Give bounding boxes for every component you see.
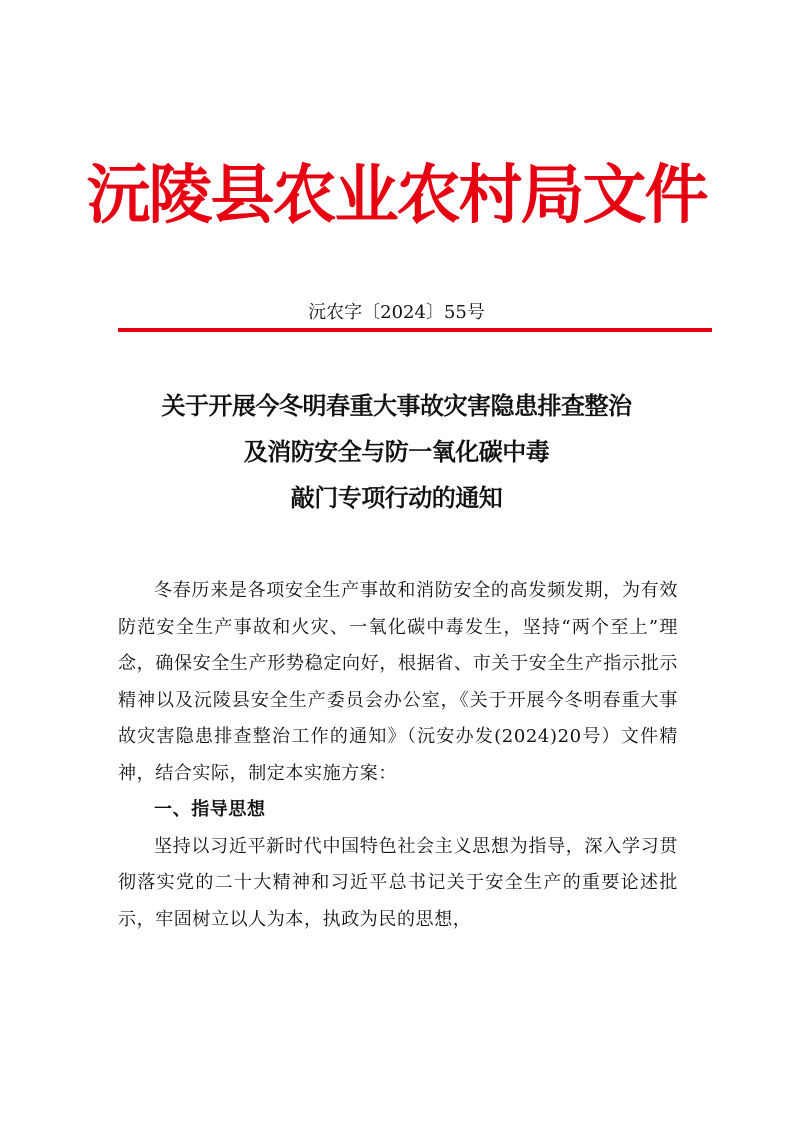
- body-paragraph: 坚持以习近平新时代中国特色社会主义思想为指导，深入学习贯彻落实党的二十大精神和习近平总书记关于安全生产的重要论述批示，牢固树立以人为本，执政为民的思想，: [118, 835, 678, 930]
- issuing-agency-header: 沅陵县农业农村局文件: [86, 159, 707, 233]
- notice-title-line: 关于开展今冬明春重大事故灾害隐患排查整治: [161, 391, 632, 420]
- red-divider-line: [118, 328, 712, 332]
- notice-title-line: 及消防安全与防一氧化碳中毒: [243, 437, 550, 466]
- notice-title: [100, 383, 693, 521]
- document-body: [118, 573, 678, 938]
- notice-title-line: 敲门专项行动的通知: [290, 483, 503, 512]
- section-heading: 一、指导思想: [154, 799, 266, 820]
- body-paragraph: 冬春历来是各项安全生产事故和消防安全的高发频发期，为有效防范安全生产事故和火灾、一氧化碳中毒发生，坚持“两个至上”理念，确保安全生产形势稳定向好，根据省、市关于安全生产指示批示精神以及沅陵县安全生产委员会办公室，《关于开展今冬明春重大事故灾害隐患排查整治工作的通知》（沅安办发(2024)20号）文件精神，结合实际，制定本实施方案：: [118, 580, 678, 784]
- document-number: 沅农字〔2024〕55号: [308, 302, 485, 323]
